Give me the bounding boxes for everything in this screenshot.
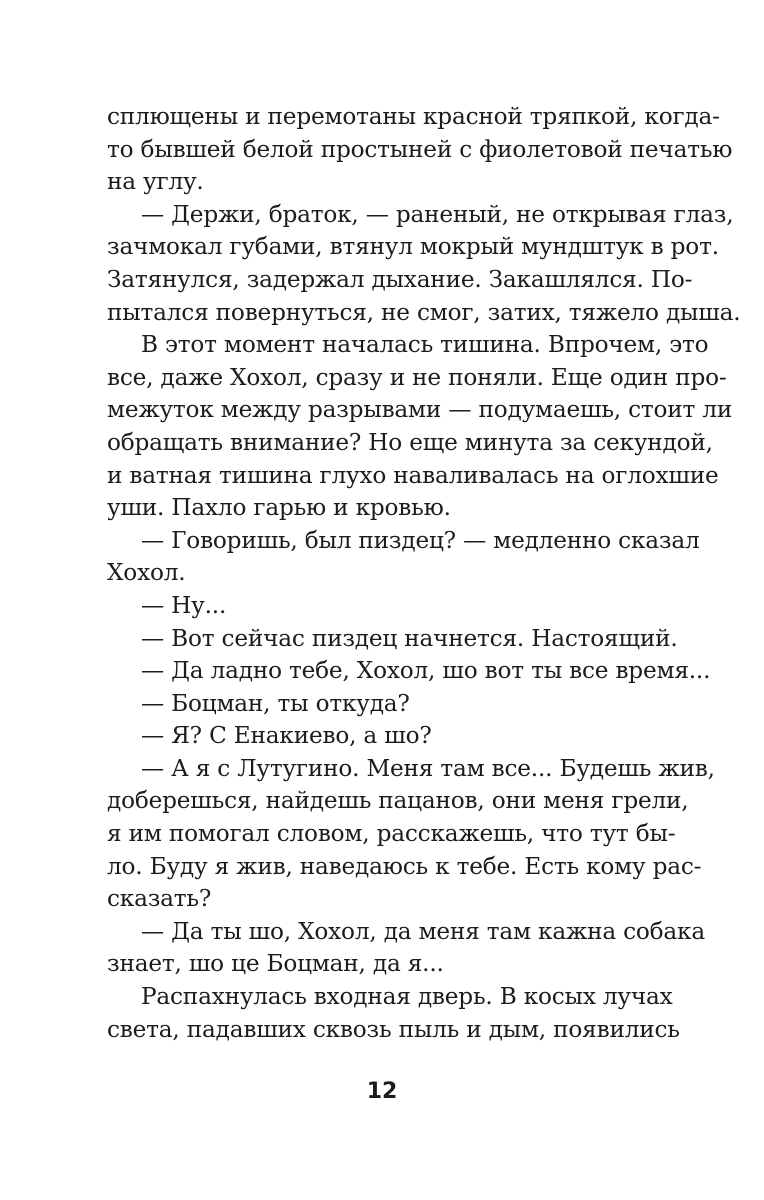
text-line: зачмокал губами, втянул мокрый мундштук в рот. (107, 233, 719, 261)
text-line: я им помогал словом, расскажешь, что тут бы- (107, 820, 676, 848)
text-line: — Боцман, ты откуда? (141, 689, 410, 717)
text-line: — Вот сейчас пиздец начнется. Настоящий. (141, 624, 678, 652)
text-line: и ватная тишина глухо наваливалась на оглохшие (107, 461, 719, 489)
text-line: Хохол. (107, 559, 186, 587)
text-line: — Ну... (141, 591, 227, 619)
page-number: 12 (366, 1079, 398, 1104)
text-line: — Да ты шо, Хохол, да меня там кажна собака (141, 917, 705, 945)
text-line: Распахнулась входная дверь. В косых лучах (141, 983, 673, 1011)
text-line: — А я с Лутугино. Меня там все... Будешь жив, (141, 754, 715, 782)
text-line: Затянулся, задержал дыхание. Закашлялся. По- (107, 265, 693, 293)
text-line: — Я? С Енакиево, а шо? (141, 722, 432, 750)
text-line: — Да ладно тебе, Хохол, шо вот ты все время... (141, 657, 711, 685)
text-line: знает, шо це Боцман, да я... (107, 950, 444, 978)
body-text (107, 101, 741, 1046)
text-line: обращать внимание? Но еще минута за секундой, (107, 428, 713, 456)
text-line: ло. Буду я жив, наведаюсь к тебе. Есть кому рас- (107, 852, 702, 880)
text-line: уши. Пахло гарью и кровью. (107, 494, 451, 522)
text-line: сказать? (107, 885, 212, 913)
text-line: межуток между разрывами — подумаешь, стоит ли (107, 396, 733, 424)
text-line: — Держи, браток, — раненый, не открывая глаз, (141, 200, 734, 228)
text-line: — Говоришь, был пиздец? — медленно сказал (141, 526, 700, 554)
text-line: то бывшей белой простыней с фиолетовой печатью (107, 135, 733, 163)
text-line: все, даже Хохол, сразу и не поняли. Еще один про- (107, 363, 727, 391)
text-line: доберешься, найдешь пацанов, они меня грели, (107, 787, 689, 815)
text-line: сплющены и перемотаны красной тряпкой, когда- (107, 103, 720, 130)
text-line: на углу. (107, 168, 204, 196)
text-line: света, падавших сквозь пыль и дым, появились (107, 1015, 680, 1043)
text-line: пытался повернуться, не смог, затих, тяжело дыша. (107, 298, 741, 326)
text-line: В этот момент началась тишина. Впрочем, это (141, 331, 709, 359)
